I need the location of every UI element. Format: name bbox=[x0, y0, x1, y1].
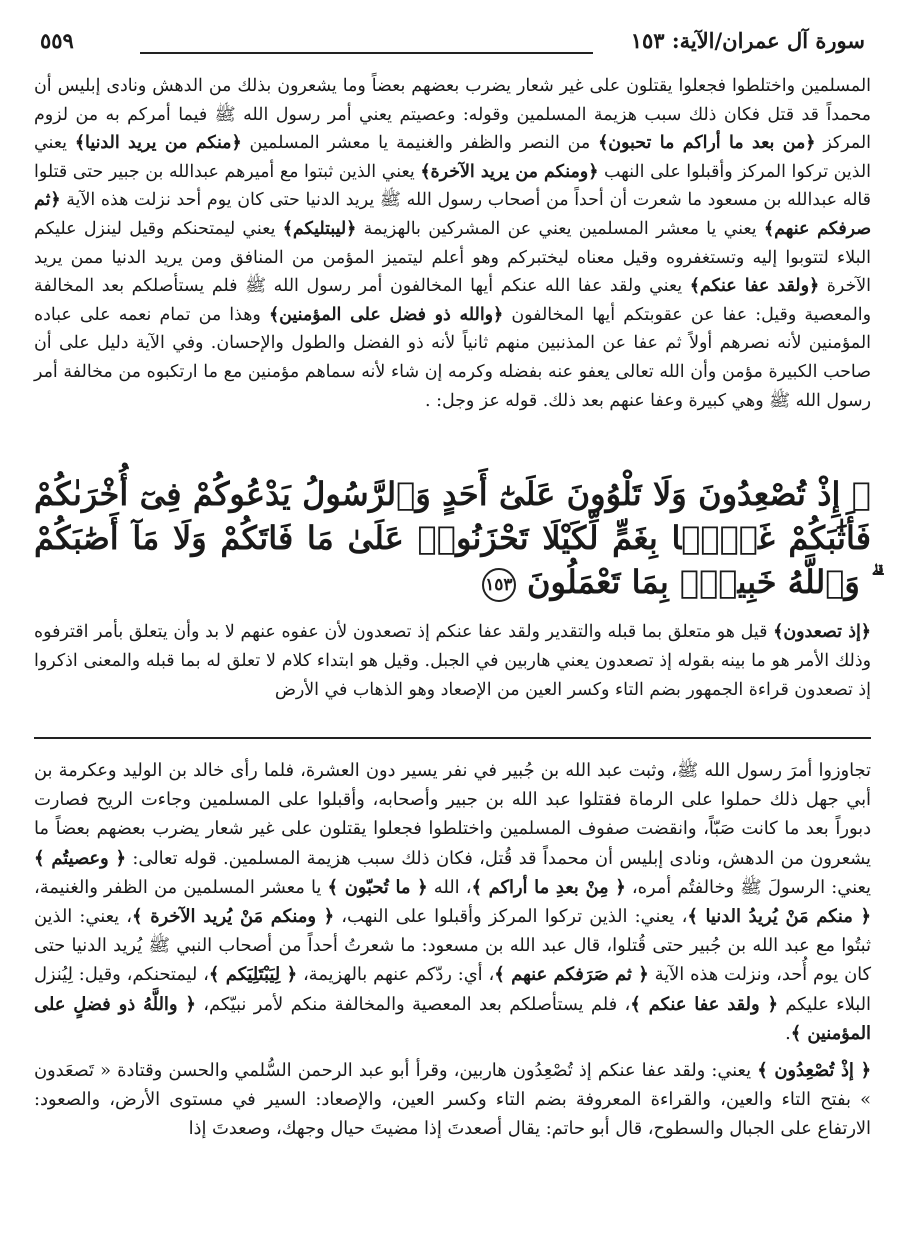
quoted-verse-phrase: ﴿إذ تصعدون﴾ bbox=[773, 622, 871, 642]
quoted-verse-phrase: ﴿ مِنْ بعدِ ما أراكم ﴾ bbox=[471, 876, 626, 898]
commentary-text: ، فلم يستأصلكم بعد المعصية والمخالفة منكم لأمر نبيّكم، bbox=[195, 993, 631, 1015]
quoted-verse-phrase: ﴿من بعد ما أراكم ما تحبون﴾ bbox=[598, 133, 816, 154]
quoted-verse-phrase: ﴿والله ذو فضل على المؤمنين﴾ bbox=[268, 304, 504, 325]
page-header bbox=[40, 28, 865, 62]
commentary-text: ، يعني: الذين ثبتُوا مع عبد الله بن جُبير حتى قُتلوا، قال عبد الله بن مسعود: ما شعرتُ أحداً من أصحاب النبي ﷺ يُريد الدنيا حتى كان يوم أُحد، ونزلت هذه الآية bbox=[34, 906, 872, 986]
quoted-verse-phrase: ﴿ ومنكم مَنْ يُريد الآخرة ﴾ bbox=[132, 906, 335, 928]
quoted-verse-phrase: ﴿ليبتليكم﴾ bbox=[282, 218, 357, 239]
commentary-text: من النصر والظفر والغنيمة يا معشر المسلمين bbox=[241, 133, 599, 154]
commentary-text: . bbox=[785, 1022, 791, 1044]
ayah-number-marker: ١٥٣ bbox=[482, 568, 516, 602]
sura-title: سورة آل عمران/الآية: ١٥٣ bbox=[630, 28, 865, 53]
footnote-separator bbox=[34, 737, 871, 739]
footnote-paragraph-1 bbox=[34, 756, 871, 1048]
quoted-verse-phrase: ﴿ لِيَبْتَلِيَكم ﴾ bbox=[208, 964, 298, 986]
quoted-verse-phrase: ﴿ إذْ تُصْعِدُون ﴾ bbox=[757, 1060, 871, 1082]
tafsir-continued bbox=[34, 618, 871, 705]
tafsir-text bbox=[34, 72, 871, 415]
quoted-verse-phrase: ﴿ ثم صَرَفكم عنهم ﴾ bbox=[494, 964, 649, 986]
commentary-text: ، أي: ردّكم عنهم بالهزيمة، bbox=[297, 964, 495, 986]
footnotes bbox=[34, 756, 871, 1144]
commentary-text: المسلمين واختلطوا فجعلوا يقتلون على غير شعار يضرب بعضهم بعضاً وما يشعرون بذلك من الدهش ونادى إبليس أن محمداً قد قتل فكان ذلك سبب هزيمة المسلمين وقوله: وعصيتم يعني أمر رسول الله ﷺ فيما أمركم به من لزوم المركز bbox=[34, 76, 871, 154]
footnote-paragraph-2 bbox=[34, 1056, 871, 1144]
tafsir-paragraph bbox=[34, 72, 871, 415]
verse-text: ﴿ إِذْ تُصْعِدُونَ وَلَا تَلْوُونَ عَلَىٰٓ أَحَدٍ وَٱلرَّسُولُ يَدْعُوكُمْ فِىٓ أُخْرَىٰكُمْ فَأَثَٰبَكُمْ غَمًّۢا بِغَمٍّ لِّكَيْلَا تَحْزَنُوا۟ عَلَىٰ مَا فَاتَكُمْ وَلَا مَآ أَصَٰبَكُمْ ۗ وَٱللَّهُ خَبِيرٌۢ بِمَا تَعْمَلُونَ bbox=[34, 475, 872, 601]
quoted-verse-phrase: ﴿ومنكم من يريد الآخرة﴾ bbox=[420, 161, 599, 182]
quoted-verse-phrase: ﴿ واللَّهُ ذو فضلٍ على المؤمنين ﴾ bbox=[34, 993, 871, 1044]
commentary-text: وهذا من تمام نعمه على عباده المؤمنين لأنه نصرهم أولاً ثم عفا عن المذنبين منهم ثانياً لأنه ذو الفضل والطول والإحسان. وفي الآية دليل على أن صاحب الكبيرة مؤمن وأن الله تعالى يعفو عنه بفضله وكرمه إن شاء لأنه سماهم مؤمنين مع ما ارتكبوه من مخالفة أمر رسول الله ﷺ وهي كبيرة وعفا عنهم بعد ذلك. قوله عز وجل: . bbox=[34, 304, 871, 411]
quoted-verse-phrase: ﴿منكم من يريد الدنيا﴾ bbox=[74, 133, 242, 154]
quoted-verse-phrase: ﴿ولقد عفا عنكم﴾ bbox=[689, 276, 820, 297]
quoted-verse-phrase: ﴿ ما تُحبّون ﴾ bbox=[327, 876, 428, 898]
tafsir-paragraph-2 bbox=[34, 618, 871, 705]
commentary-text: ، ليمتحنكم، وقيل: لِيُنزل البلاء عليكم bbox=[34, 964, 871, 1015]
quoted-verse-phrase: ﴿ثم صرفكم عنهم﴾ bbox=[34, 190, 872, 239]
commentary-text: يعني: ولقد عفا عنكم إذ تُصْعِدُون هاربين، وقرأ أبو عبد الرحمن السُّلمي والحسن وقتادة « تَصعَدون » بفتح التاء والعين، والقراءة المعروفة بضم التاء وكسر العين، والإصعاد: السير في مستوى الأرض، والصعود: الارتفاع على الجبال والسطوح، قال أبو حاتم: يقال أصعدتَ إذا مضيتَ حيال وجهك، وصعدتَ إذا bbox=[34, 1060, 871, 1140]
commentary-text: يعني يا معشر المسلمين يعني عن المشركين بالهزيمة bbox=[356, 218, 764, 239]
commentary-text: ، الله bbox=[427, 876, 472, 898]
commentary-text: تجاوزوا أمرَ رسول الله ﷺ، وثبت عبد الله بن جُبير في نفر يسير دون العشرة، فلما رأى خالد بن الوليد وعكرمة بن أبي جهل ذلك حملوا على الرماة فقتلوا عبد الله بن جبير وأصحابه، وأقبلوا على المسلمين وجاءت الريح فصارت دبوراً بعد ما كانت صَبّاً، وانقضت صفوف المسلمين واختلطوا فجعلوا يقتلون على غير شعار يضرب بعضهم بعضاً ما يشعرون من الدهش، ونادى إبليس أن محمداً قد قُتل، فكان ذلك سبب هزيمة المسلمين. قوله تعالى: bbox=[34, 760, 871, 869]
quoted-verse-phrase: ﴿ وعصيتُم ﴾ bbox=[34, 847, 126, 869]
commentary-text: قيل هو متعلق بما قبله والتقدير ولقد عفا عنكم إذ تصعدون لأن عفوه عنهم لا بد وأن يتعلق بأمر اقترفوه وذلك الأمر هو ما بينه بقوله إذ تصعدون يعني هاربين في الجبل. وقيل هو ابتداء كلام لا تعلق له بما قبله والمعنى اذكروا إذ تصعدون قراءة الجمهور بضم التاء وكسر العين من الإصعاد وهو الذهاب في الأرض bbox=[34, 622, 871, 700]
commentary-text: يعني: الرسولَ ﷺ وخالفتُم أمره، bbox=[625, 876, 871, 898]
quoted-verse-phrase: ﴿ ولقد عفا عنكم ﴾ bbox=[630, 993, 778, 1015]
commentary-text: يعني ولقد عفا الله عنكم أيها المخالفون أمر رسول الله ﷺ فلم يستأصلكم بعد المخالفة والمعصية وقيل: عفا عن عقوبتكم أيها المخالفون bbox=[34, 276, 871, 325]
quran-verse bbox=[34, 472, 871, 607]
commentary-text: يعني الذين ثبتوا مع أميرهم عبدالله بن جبير حتى قتلوا قاله عبدالله بن مسعود ما شعرت أن أحداً من أصحاب رسول الله ﷺ يريد الدنيا حتى كان يوم أحد نزلت هذه الآية bbox=[34, 161, 871, 211]
commentary-text: يعني الذين تركوا المركز وأقبلوا على النهب bbox=[34, 133, 871, 182]
quoted-verse-phrase: ﴿ منكم مَنْ يُريدُ الدنيا ﴾ bbox=[687, 906, 871, 928]
header-rule bbox=[140, 52, 593, 54]
page-number: ٥٥٩ bbox=[40, 28, 74, 53]
commentary-text: يعني ليمتحنكم وقيل لينزل عليكم البلاء لتتوبوا إليه وتستغفروه وقيل معناه ليختبركم وهو أعلم ليتميز المؤمن من المنافق ومن يريد الدنيا ممن يريد الآخرة bbox=[34, 218, 871, 297]
commentary-text: يا معشر المسلمين من الظفر والغنيمة، bbox=[34, 876, 328, 898]
commentary-text: ، يعني: الذين تركوا المركز وأقبلوا على النهب، bbox=[334, 906, 688, 928]
